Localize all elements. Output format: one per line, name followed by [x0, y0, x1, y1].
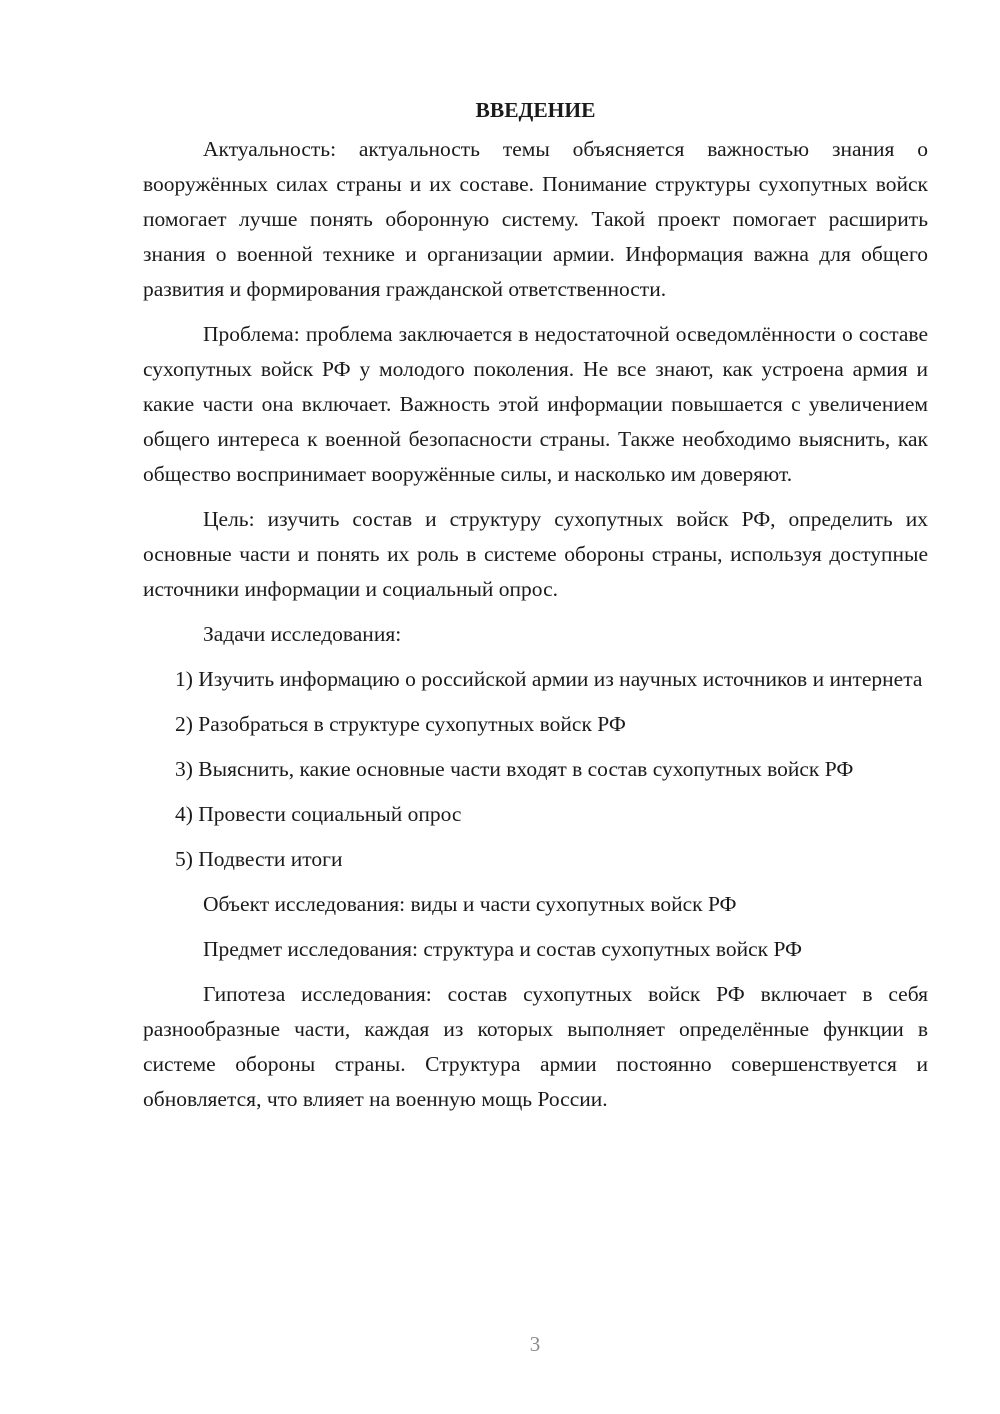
task-item-2: 2) Разобраться в структуре сухопутных войск РФ: [175, 712, 626, 736]
hypothesis-paragraph: Гипотеза исследования: состав сухопутных войск РФ включает в себя разнообразные части, каждая из которых выполняет определённые функции в системе обороны страны. Структура армии постоянно совершенствуется и обновляется, что влияет на военную мощь России.: [143, 982, 928, 1111]
page-number: 3: [529, 1332, 541, 1356]
goal-paragraph: Цель: изучить состав и структуру сухопутных войск РФ, определить их основные части и понять их роль в системе обороны страны, используя доступные источники информации и социальный опрос.: [143, 507, 928, 601]
problem-paragraph: Проблема: проблема заключается в недостаточной осведомлённости о составе сухопутных войск РФ у молодого поколения. Не все знают, как устроена армия и какие части она включает. Важность этой информации повышается с увеличением общего интереса к военной безопасности страны. Также необходимо выяснить, как общество воспринимает вооружённые силы, и насколько им доверяют.: [143, 322, 928, 486]
relevance-paragraph: Актуальность: актуальность темы объясняется важностью знания о вооружённых силах страны и их составе. Понимание структуры сухопутных войск помогает лучше понять оборонную систему. Такой проект помогает расширить знания о военной технике и организации армии. Информация важна для общего развития и формирования гражданской ответственности.: [143, 137, 928, 301]
task-item-1: 1) Изучить информацию о российской армии из научных источников и интернета: [175, 667, 923, 691]
task-item-4: 4) Провести социальный опрос: [175, 802, 462, 826]
task-item-3: 3) Выяснить, какие основные части входят в состав сухопутных войск РФ: [175, 757, 854, 781]
object-paragraph: Объект исследования: виды и части сухопутных войск РФ: [203, 892, 737, 916]
page-content: [143, 92, 928, 1117]
tasks-heading: Задачи исследования:: [203, 622, 402, 646]
subject-paragraph: Предмет исследования: структура и состав сухопутных войск РФ: [203, 937, 803, 961]
section-title: ВВЕДЕНИЕ: [475, 98, 596, 122]
task-item-5: 5) Подвести итоги: [175, 847, 343, 871]
